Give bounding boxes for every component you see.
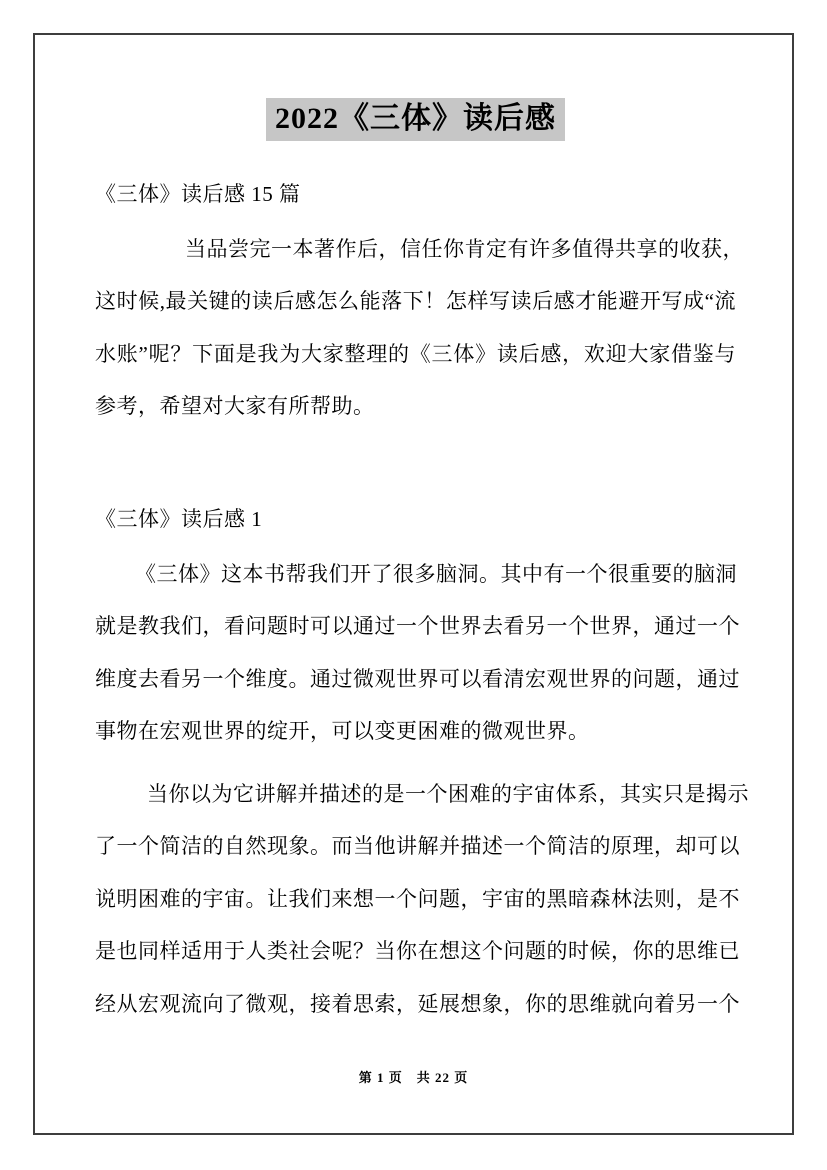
body-line: 《三体》这本书帮我们开了很多脑洞。其中有一个很重要的脑洞 — [135, 562, 737, 586]
paragraph-3 — [95, 768, 749, 1030]
document-title: 2022《三体》读后感 — [266, 98, 565, 141]
body-line: 参考，希望对大家有所帮助。 — [95, 394, 375, 419]
page-number: 第 1 页 — [358, 1070, 403, 1085]
body-line: 了一个简洁的自然现象。而当他讲解并描述一个简洁的原理，却可以 — [95, 834, 740, 859]
body-line: 水账”呢？下面是我为大家整理的《三体》读后感，欢迎大家借鉴与 — [95, 341, 736, 366]
paragraph-2 — [95, 548, 740, 758]
total-pages: 共 22 页 — [416, 1070, 469, 1085]
body-line: 经从宏观流向了微观，接着思索，延展想象，你的思维就向着另一个 — [95, 991, 740, 1016]
intro-line-block — [95, 168, 736, 220]
section-heading: 《三体》读后感 1 — [95, 507, 263, 531]
body-line: 当你以为它讲解并描述的是一个困难的宇宙体系，其实只是揭示 — [147, 782, 749, 806]
section-heading-block — [95, 493, 736, 545]
body-line: 说明困难的宇宙。让我们来想一个问题，宇宙的黑暗森林法则，是不 — [95, 886, 740, 911]
document-title-row — [95, 96, 736, 142]
page-footer — [0, 1068, 827, 1088]
intro-label: 《三体》读后感 15 篇 — [95, 182, 301, 206]
body-line: 是也同样适用于人类社会呢？当你在想这个问题的时候，你的思维已 — [95, 939, 740, 964]
paragraph-1 — [95, 223, 744, 433]
body-line: 维度去看另一个维度。通过微观世界可以看清宏观世界的问题，通过 — [95, 666, 740, 691]
body-line: 当品尝完一本著作后，信任你肯定有许多值得共享的收获， — [185, 237, 744, 261]
body-line: 事物在宏观世界的绽开，可以变更困难的微观世界。 — [95, 719, 590, 744]
body-line: 这时候,最关键的读后感怎么能落下！怎样写读后感才能避开写成“流 — [95, 289, 736, 314]
body-line: 就是教我们，看问题时可以通过一个世界去看另一个世界，通过一个 — [95, 614, 740, 639]
